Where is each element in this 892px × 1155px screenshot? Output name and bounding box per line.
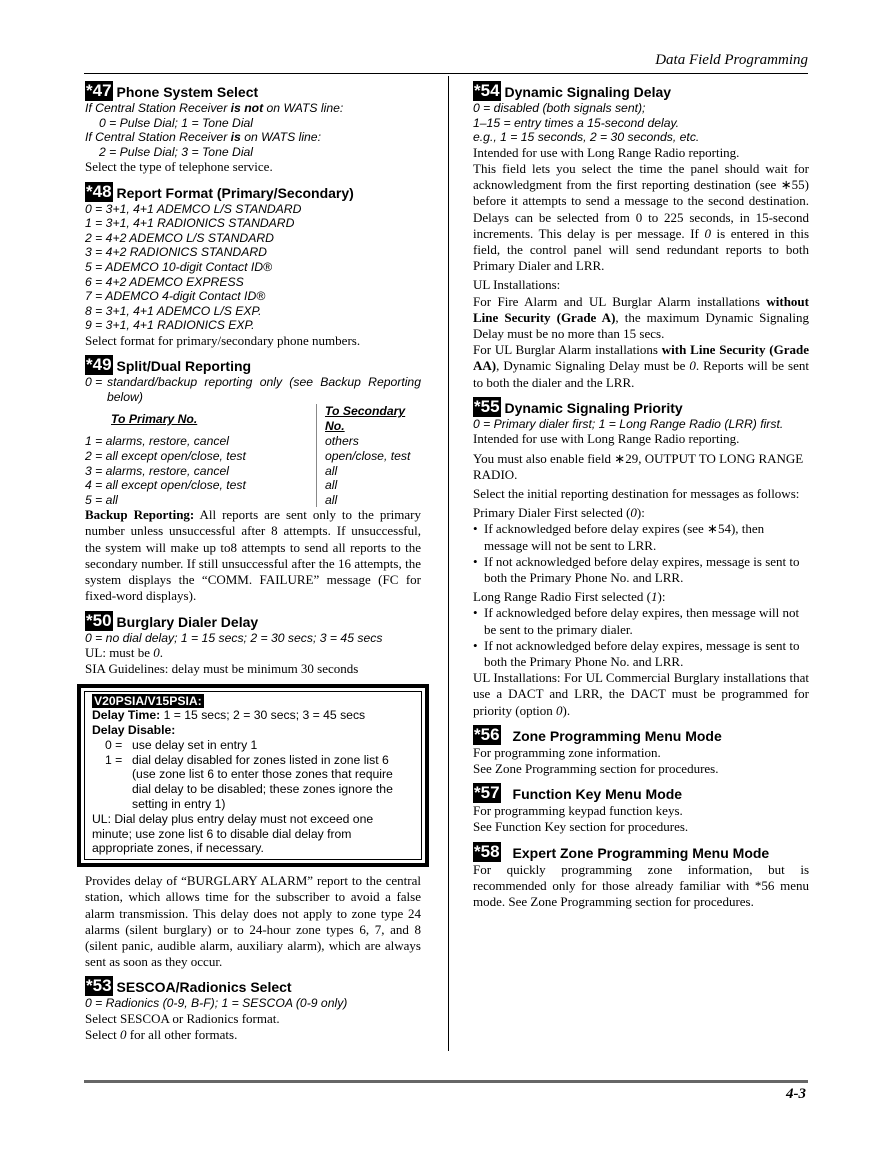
field-48-section [85, 182, 421, 350]
field-description: See Function Key section for procedures. [473, 819, 689, 835]
field-description: Intended for use with Long Range Radio reporting. [473, 431, 740, 447]
lrr-first-heading: Long Range Radio First selected (1): [473, 589, 666, 605]
field-55-heading [473, 397, 809, 417]
field-description: Intended for use with Long Range Radio reporting. [473, 144, 740, 160]
header-rule [84, 73, 808, 74]
footer-rule [84, 1080, 808, 1083]
field-title: Split/Dual Reporting [116, 358, 252, 375]
field-description: Select 0 for all other formats. [85, 1027, 238, 1043]
field-option-line: 0 = disabled (both signals sent); [473, 101, 646, 115]
field-description: Select the initial reporting destination for messages as follows: [473, 486, 800, 502]
field-54-heading [473, 81, 809, 101]
field-description: Provides delay of “BURGLARY ALARM” report to the central station, which allows time for the subscriber to avoid a false alarm transmission. This delay does not apply to zone type 24 alarms (silent burglary) or to 24-hour zone types 6, 7, and 8 (silent panic, audible alarm, auxiliary alarm), which are always sent as soon as they occur. [85, 873, 421, 970]
field-option-line: 7 = ADEMCO 4-digit Contact ID® [85, 289, 266, 304]
field-description: For programming keypad function keys. [473, 803, 683, 819]
field-description: You must also enable field ∗29, OUTPUT TO LONG RANGE RADIO. [473, 450, 804, 482]
field-49-heading [85, 355, 421, 375]
field-option-line: e.g., 1 = 15 seconds, 2 = 30 seconds, etc. [473, 130, 700, 145]
ul-paragraph: For Fire Alarm and UL Burglar Alarm installations without Line Security (Grade A), the maximum Dynamic Signaling Delay must be no more than 15 secs. [473, 293, 809, 342]
box-ul-note: UL: Dial delay plus entry delay must not exceed one minute; use zone list 6 to disable dial delay from appropriate zones, if necessary. [92, 811, 374, 856]
model-badge: V20PSIA/V15PSIA: [94, 693, 202, 708]
list-item: • If not acknowledged before delay expires, message is sent to both the Primary Phone No. and LRR. [473, 553, 800, 586]
table-row: 3 = alarms, restore, cancel all [85, 463, 338, 478]
table-row: 4 = all except open/close, test all [85, 478, 338, 493]
field-option-line: 1–15 = entry times a 15-second delay. [473, 115, 680, 130]
field-58-section [473, 842, 809, 911]
field-54-section [473, 81, 809, 391]
table-row: 5 = all all [85, 492, 338, 507]
ul-paragraph: UL Installations: For UL Commercial Burglary installations that use a DACT and LRR, the DACT must be programmed for priority (option 0). [473, 670, 809, 718]
field-option-line: 0 = standard/backup reporting only (see Backup Reporting below) [85, 375, 421, 404]
field-number-badge: *55 [474, 396, 500, 416]
field-50-section [85, 611, 421, 971]
field-number-badge: *57 [474, 783, 500, 803]
field-option-line: 6 = 4+2 ADEMCO EXPRESS [85, 274, 244, 289]
field-number-badge: *53 [86, 976, 112, 996]
field-option-line: 2 = 4+2 ADEMCO L/S STANDARD [85, 230, 274, 245]
field-title: Burglary Dialer Delay [116, 613, 259, 630]
field-number-badge: *47 [86, 81, 112, 100]
field-56-section [473, 725, 809, 777]
field-option-line: 0 = Primary dialer first; 1 = Long Range Radio (LRR) first. [473, 416, 784, 431]
field-49-section [85, 355, 421, 604]
column-divider [448, 76, 449, 1051]
list-item: • If acknowledged before delay expires, then message will not be sent to the primary dialer. [473, 605, 800, 637]
field-description: This field lets you select the time the panel should wait for acknowledgment from the first reporting destination (see ∗55) before it attempts to send a message to the second destination. Delays can be selected from 0 to 225 seconds, in 15-second increments. This delay is per message. If 0 is entered in this field, the control panel will send redundant reports to both Primary Dialer and LRR. [473, 160, 810, 274]
field-53-section [85, 976, 421, 1043]
field-option-line: 2 = Pulse Dial; 3 = Tone Dial [99, 144, 254, 159]
field-53-heading [85, 976, 421, 996]
field-number-badge: *54 [474, 81, 500, 100]
field-description: Select format for primary/secondary phone numbers. [85, 332, 361, 348]
field-title: Expert Zone Programming Menu Mode [512, 844, 770, 861]
field-option-line: 5 = ADEMCO 10-digit Contact ID® [85, 259, 273, 274]
split-reporting-table [85, 404, 421, 507]
list-item: • If not acknowledged before delay expires, message is sent to both the Primary Phone No. and LRR. [473, 637, 800, 670]
field-title: Report Format (Primary/Secondary) [116, 184, 354, 201]
field-number-badge: *58 [474, 841, 500, 861]
delay-time-line: Delay Time: 1 = 15 secs; 2 = 30 secs; 3 = 45 secs [92, 708, 366, 723]
field-number-badge: *50 [86, 610, 112, 630]
field-option-line: 8 = 3+1, 4+1 ADEMCO L/S EXP. [85, 303, 262, 318]
field-description: For programming zone information. [473, 744, 661, 760]
ul-installations-heading: UL Installations: [473, 277, 561, 293]
sia-guidelines: SIA Guidelines: delay must be minimum 30 seconds [85, 661, 359, 677]
field-title: Dynamic Signaling Delay [504, 84, 672, 100]
field-description: See Zone Programming section for procedures. [473, 761, 719, 777]
field-title: SESCOA/Radionics Select [116, 979, 292, 996]
delay-disable-label: Delay Disable: [92, 723, 176, 738]
field-description: For quickly programming zone information, but is recommended only for those already familiar with *56 menu mode. See Zone Programming section for procedures. [473, 861, 809, 910]
left-column [85, 78, 421, 1049]
field-option-line: 0 = Pulse Dial; 1 = Tone Dial [99, 115, 254, 130]
page-header-title: Data Field Programming [655, 52, 808, 68]
field-title: Dynamic Signaling Priority [504, 399, 683, 416]
field-number-badge: *48 [86, 181, 112, 201]
field-58-heading [473, 842, 809, 862]
field-description: Select SESCOA or Radionics format. [85, 1011, 280, 1027]
delay-disable-option: 0 = use delay set in entry 1 [105, 737, 258, 752]
field-option-line: If Central Station Receiver is not on WATS line: [85, 101, 344, 115]
field-title: Function Key Menu Mode [512, 786, 683, 803]
field-option-line: 0 = Radionics (0-9, B-F); 1 = SESCOA (0-9 only) [85, 996, 348, 1011]
field-56-heading [473, 725, 809, 745]
backup-reporting-paragraph: Backup Reporting: All reports are sent only to the primary number unless unsuccessful after 8 attempts. If unsuccessful, the system will make up to8 attempts to send all reports to the secondary number. If still unsuccessful after the 16 attempts, the system displays the “COMM. FAILURE” message (FC for fixed-word displays). [85, 507, 421, 604]
right-column [473, 78, 809, 916]
field-57-heading [473, 783, 809, 803]
field-option-line: 0 = 3+1, 4+1 ADEMCO L/S STANDARD [85, 201, 302, 216]
ul-paragraph: For UL Burglar Alarm installations with Line Security (Grade AA), Dynamic Signaling Delay must be 0. Reports will be sent to both the dialer and the LRR. [473, 342, 809, 390]
field-57-section [473, 783, 809, 835]
page-number: 4-3 [786, 1086, 806, 1102]
table-row: 1 = alarms, restore, cancel others [85, 434, 359, 449]
primary-first-heading: Primary Dialer First selected (0): [473, 505, 645, 521]
v20psia-notice-box [77, 684, 429, 868]
field-48-heading [85, 182, 421, 202]
field-number-badge: *56 [474, 724, 500, 744]
field-title: Zone Programming Menu Mode [512, 727, 722, 744]
field-option-line: 3 = 4+2 RADIONICS STANDARD [85, 245, 267, 260]
field-option-line: If Central Station Receiver is on WATS line: [85, 130, 321, 145]
ul-note: UL: must be 0. [85, 645, 163, 661]
field-title: Phone System Select [116, 84, 259, 100]
list-item: • If acknowledged before delay expires (see ∗54), then message will not be sent to LRR. [473, 521, 765, 553]
field-option-line: 0 = no dial delay; 1 = 15 secs; 2 = 30 secs; 3 = 45 secs [85, 630, 383, 645]
field-47-section [85, 81, 421, 176]
field-description: Select the type of telephone service. [85, 159, 273, 175]
table-row: 2 = all except open/close, test open/close, test [85, 448, 411, 463]
field-option-line: 1 = 3+1, 4+1 RADIONICS STANDARD [85, 216, 295, 231]
field-47-heading [85, 81, 421, 101]
field-number-badge: *49 [86, 355, 112, 375]
field-option-line: 9 = 3+1, 4+1 RADIONICS EXP. [85, 318, 255, 333]
table-header-secondary: To Secondary No. [325, 404, 406, 434]
table-header-primary: To Primary No. [85, 404, 317, 434]
delay-disable-option: 1 = dial delay disabled for zones listed in zone list 6 (use zone list 6 to enter those zones that require dial delay to be disabled; these zones ignore the setting in entry 1) [105, 752, 393, 812]
field-55-section [473, 397, 809, 719]
field-50-heading [85, 611, 421, 631]
